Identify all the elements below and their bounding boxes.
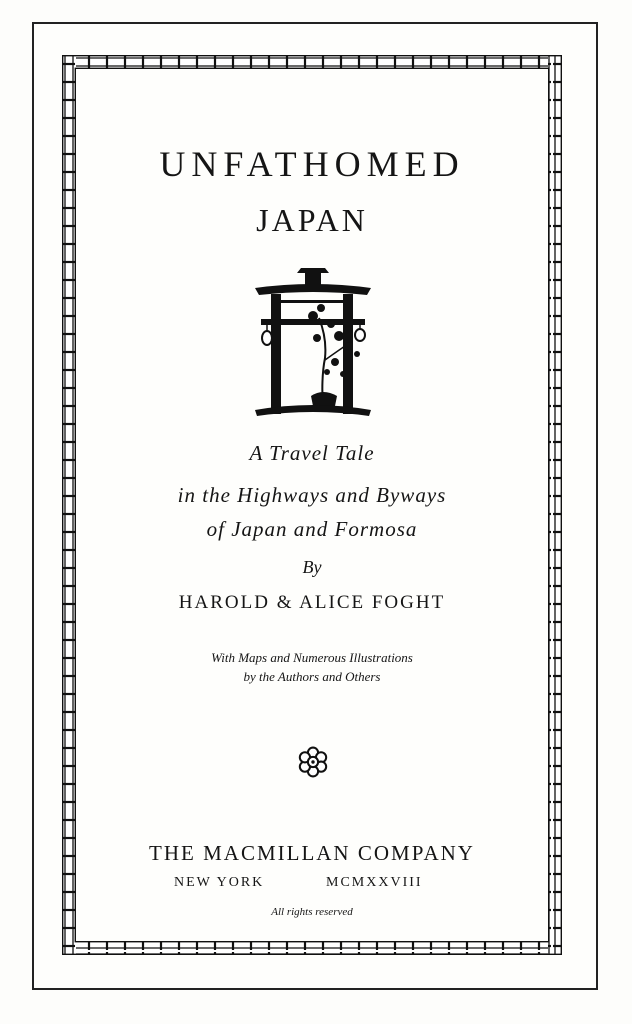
note-line-1: With Maps and Numerous Illustrations	[211, 650, 413, 665]
by-label: By	[302, 557, 322, 577]
publication-place: NEW YORK	[174, 875, 265, 890]
subtitle-line-2: in the Highways and Byways	[177, 483, 447, 507]
publication-year: MCMXXVIII	[326, 875, 423, 890]
torii-gate-illustration	[253, 268, 373, 418]
subtitle-line-3: of Japan and Formosa	[206, 517, 418, 541]
rights-notice: All rights reserved	[271, 906, 353, 918]
title-page	[62, 55, 562, 955]
note-line-2: by the Authors and Others	[243, 669, 381, 684]
title-line-2: JAPAN	[256, 202, 368, 238]
subtitle-line-1: A Travel Tale	[249, 441, 375, 465]
flower-icon	[296, 745, 330, 779]
title-line-1: UNFATHOMED	[159, 144, 465, 184]
authors: HAROLD & ALICE FOGHT	[178, 592, 446, 613]
publisher: THE MACMILLAN COMPANY	[149, 841, 475, 865]
